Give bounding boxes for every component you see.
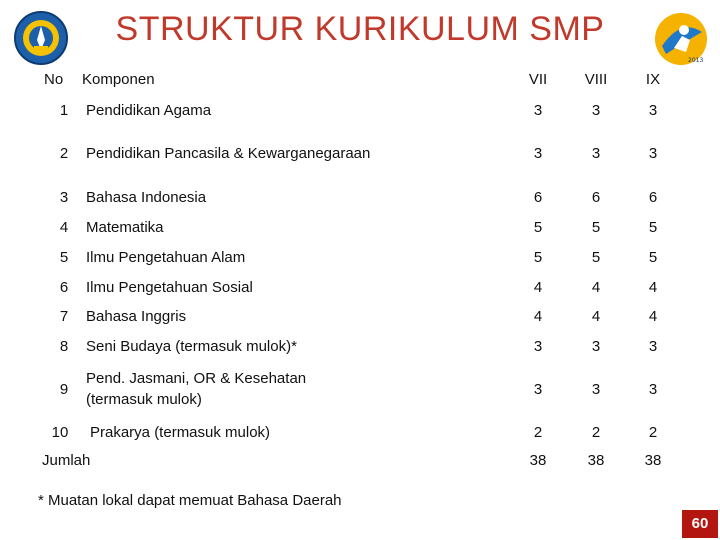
row-component: Seni Budaya (termasuk mulok)* — [86, 338, 297, 355]
row-component-continued: (termasuk mulok) — [86, 391, 202, 408]
row-component: Pend. Jasmani, OR & Kesehatan — [86, 370, 307, 387]
row-grade-9: 4 — [648, 308, 658, 325]
row-grade-9: 3 — [648, 381, 658, 398]
row-no: 1 — [59, 102, 69, 119]
row-grade-7: 3 — [533, 145, 543, 162]
row-grade-9: 4 — [648, 279, 658, 296]
row-grade-9: 5 — [648, 249, 658, 266]
header-no: No — [44, 71, 64, 88]
row-grade-9: 5 — [648, 219, 658, 236]
row-grade-8: 5 — [591, 249, 601, 266]
row-grade-9: 3 — [648, 338, 658, 355]
row-grade-9: 6 — [648, 189, 658, 206]
row-grade-8: 6 — [591, 189, 601, 206]
row-no: 5 — [59, 249, 69, 266]
row-no: 8 — [59, 338, 69, 355]
footnote: * Muatan lokal dapat memuat Bahasa Daerah — [38, 492, 342, 509]
row-grade-8: 3 — [591, 102, 601, 119]
row-grade-8: 4 — [591, 308, 601, 325]
row-no: 3 — [59, 189, 69, 206]
row-component: Pendidikan Pancasila & Kewarganegaraan — [86, 145, 371, 162]
row-grade-8: 5 — [591, 219, 601, 236]
row-component: Pendidikan Agama — [86, 102, 212, 119]
total-grade-8: 38 — [587, 452, 605, 469]
row-grade-8: 3 — [591, 338, 601, 355]
row-grade-8: 4 — [591, 279, 601, 296]
header-grade-8: VIII — [584, 71, 608, 88]
row-grade-7: 5 — [533, 219, 543, 236]
row-no: 4 — [59, 219, 69, 236]
row-grade-9: 2 — [648, 424, 658, 441]
row-no: 9 — [59, 381, 69, 398]
page-title: STRUKTUR KURIKULUM SMP — [115, 10, 605, 48]
row-grade-7: 3 — [533, 338, 543, 355]
row-grade-7: 3 — [533, 381, 543, 398]
row-no: 7 — [59, 308, 69, 325]
row-no: 2 — [59, 145, 69, 162]
page-number-badge: 60 — [682, 510, 718, 538]
row-component: Bahasa Indonesia — [86, 189, 207, 206]
total-label: Jumlah — [42, 452, 91, 469]
header-component: Komponen — [82, 71, 155, 88]
row-grade-7: 4 — [533, 308, 543, 325]
row-grade-8: 3 — [591, 381, 601, 398]
row-grade-7: 2 — [533, 424, 543, 441]
row-component: Ilmu Pengetahuan Alam — [86, 249, 246, 266]
header-grade-7: VII — [528, 71, 548, 88]
row-component: Ilmu Pengetahuan Sosial — [86, 279, 253, 296]
row-grade-8: 2 — [591, 424, 601, 441]
tut-wuri-handayani-emblem-icon — [14, 10, 68, 66]
total-grade-9: 38 — [644, 452, 662, 469]
row-grade-9: 3 — [648, 145, 658, 162]
row-component: Bahasa Inggris — [86, 308, 187, 325]
row-component: Matematika — [86, 219, 164, 236]
header-grade-9: IX — [645, 71, 661, 88]
row-grade-7: 5 — [533, 249, 543, 266]
row-grade-9: 3 — [648, 102, 658, 119]
row-component: Prakarya (termasuk mulok) — [90, 424, 271, 441]
row-no: 10 — [51, 424, 69, 441]
row-grade-8: 3 — [591, 145, 601, 162]
row-no: 6 — [59, 279, 69, 296]
table-row — [0, 370, 720, 414]
row-grade-7: 3 — [533, 102, 543, 119]
row-grade-7: 4 — [533, 279, 543, 296]
total-grade-7: 38 — [529, 452, 547, 469]
svg-text:2013: 2013 — [688, 57, 704, 64]
kurikulum-2013-logo-icon — [652, 10, 710, 68]
row-grade-7: 6 — [533, 189, 543, 206]
